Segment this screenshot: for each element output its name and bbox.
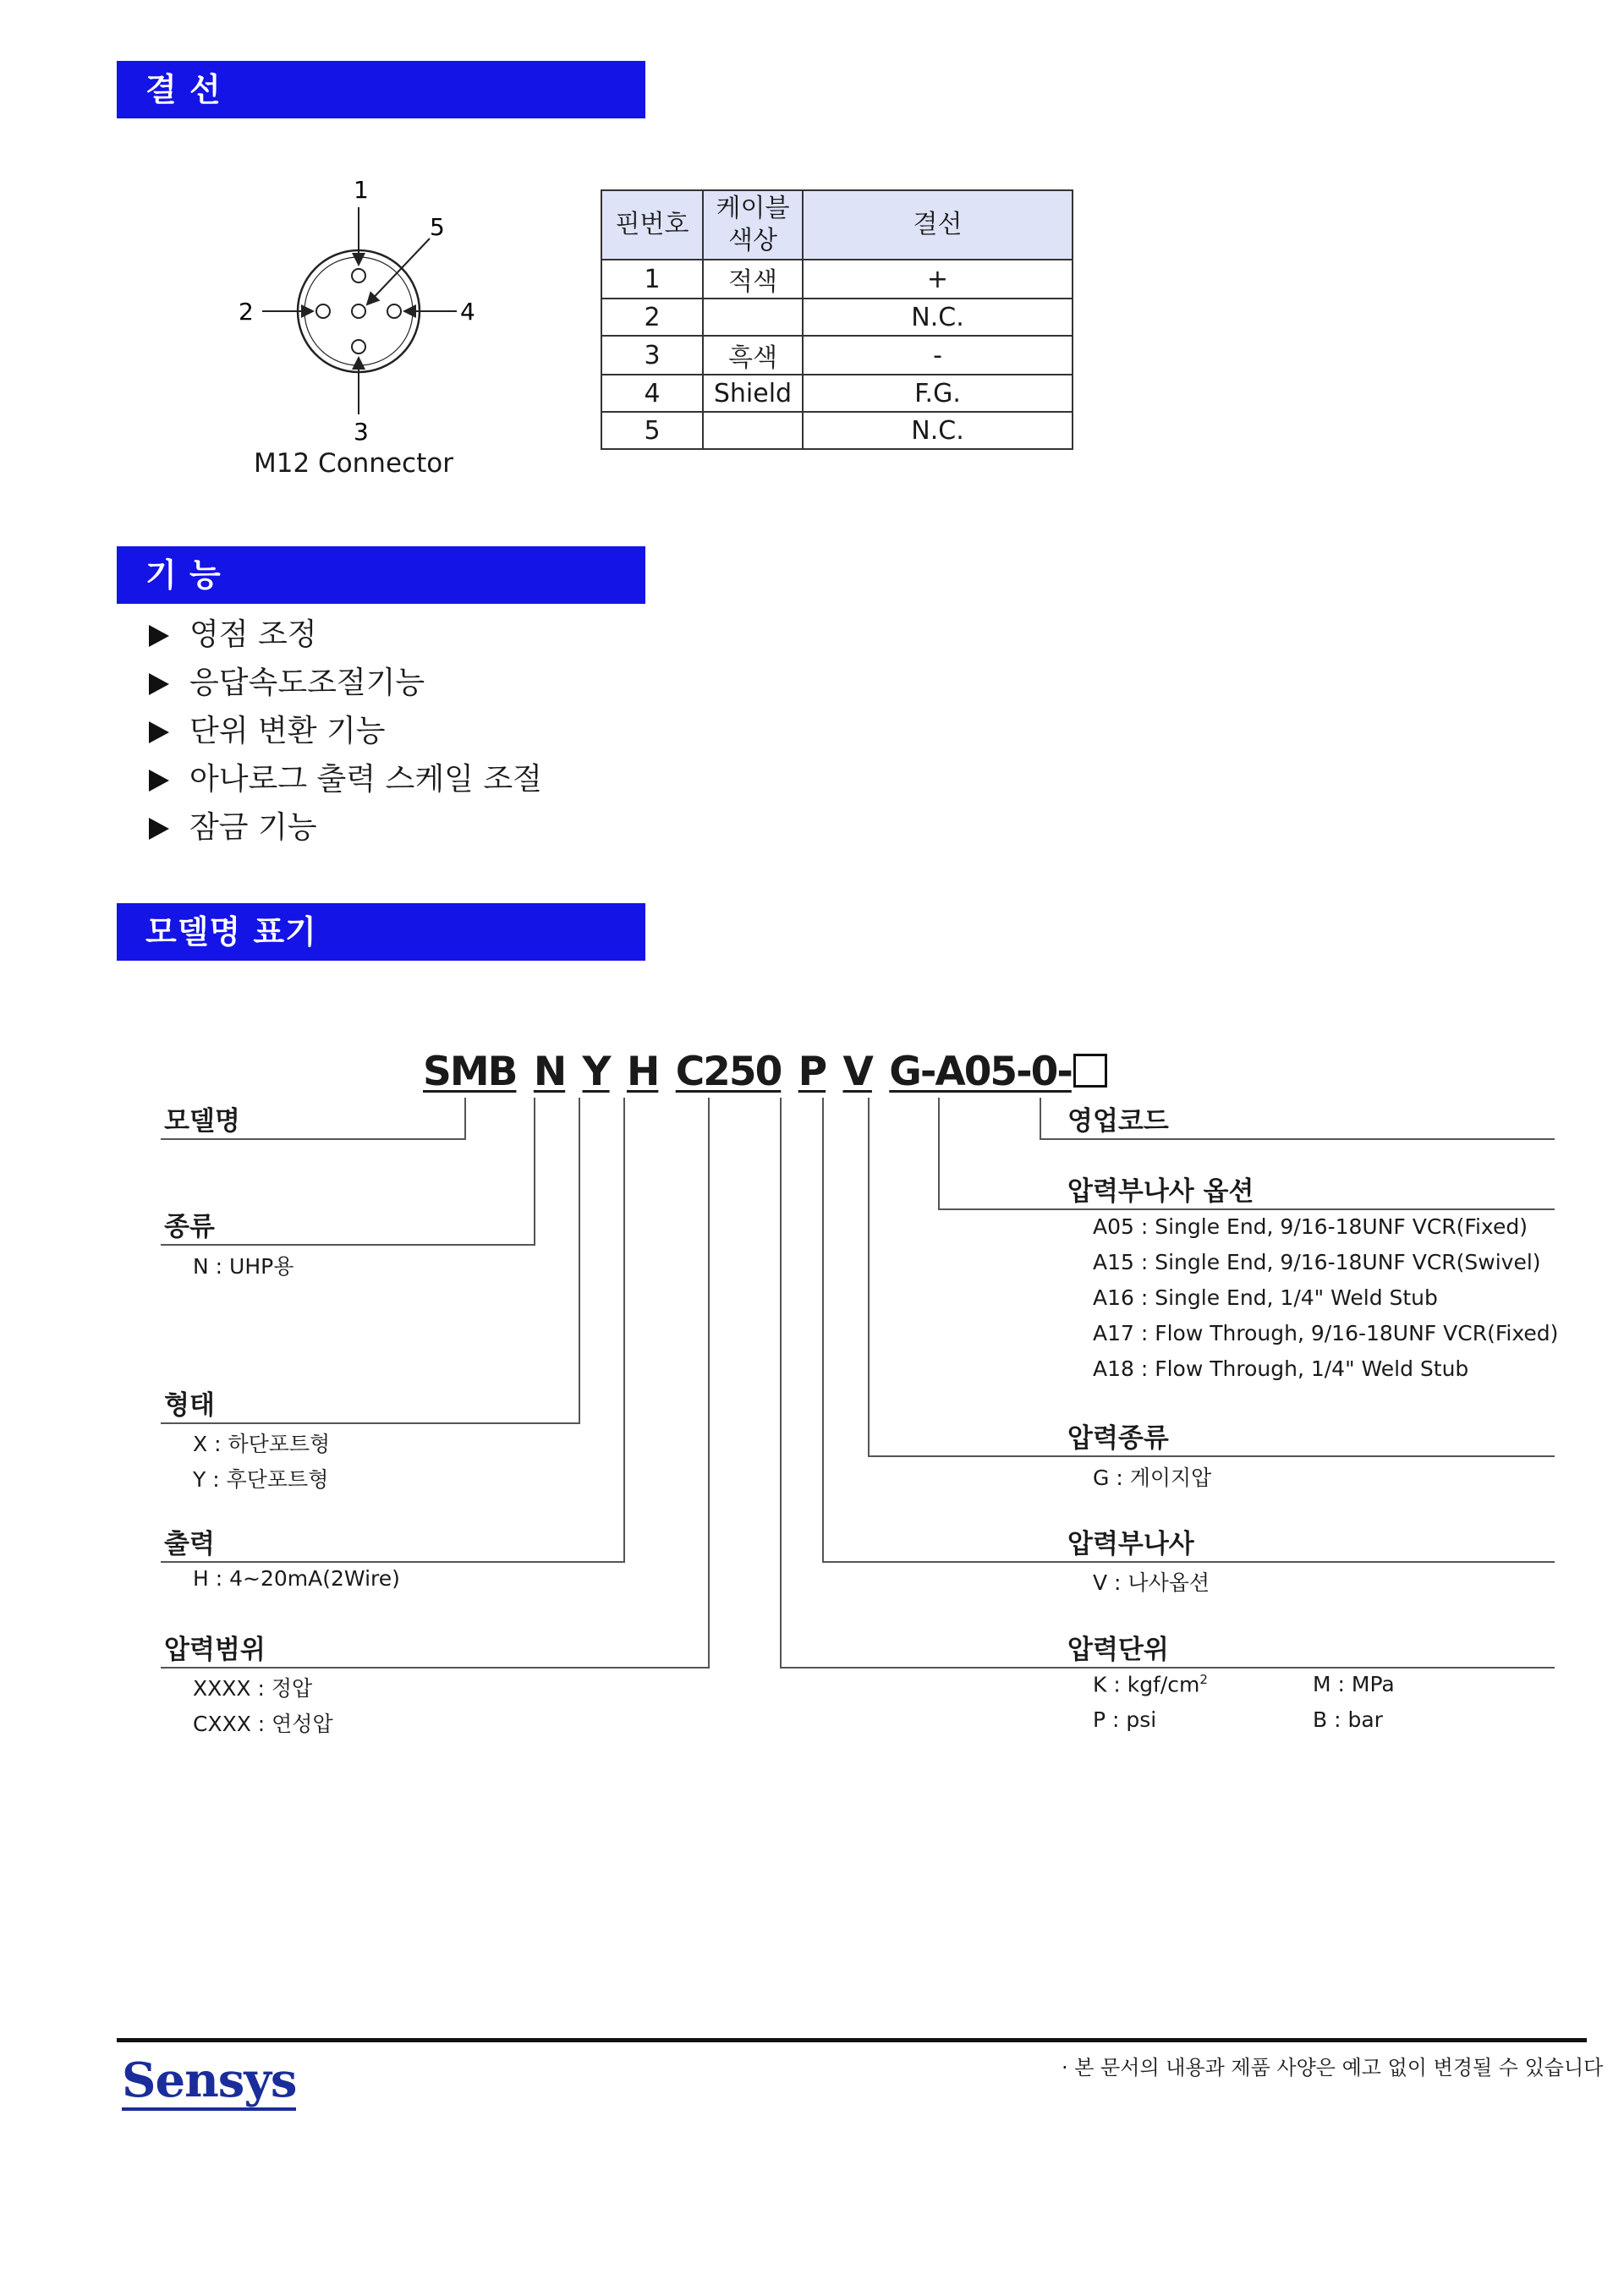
list-item: 잠금 기능 [149,803,542,852]
header-cable-color-line1: 케이블 [716,194,790,223]
list-item: 영점 조정 [149,611,542,659]
cell-wiring: N.C. [803,412,1073,449]
option-fitting-v: V : 나사옵션 [1093,1570,1210,1595]
cell-wiring: F.G. [803,375,1073,412]
option-fitting-a18: A18 : Flow Through, 1/4" Weld Stub [1093,1356,1469,1381]
group-title-sales-code: 영업코드 [1067,1106,1169,1137]
group-title-fitting-option: 압력부나사 옵션 [1067,1176,1254,1207]
option-form-y: Y : 후단포트형 [193,1467,329,1492]
connector-caption: M12 Connector [254,448,453,479]
code-segment-range: C250 [675,1049,782,1095]
header-wiring: 결선 [803,190,1073,260]
group-title-range: 압력범위 [164,1635,266,1665]
cell-pin: 1 [601,260,703,299]
cell-wiring: + [803,260,1073,299]
option-fitting-a17: A17 : Flow Through, 9/16-18UNF VCR(Fixed) [1093,1321,1559,1345]
option-pressure-type-g: G : 게이지압 [1093,1466,1212,1490]
option-unit-p: P : psi [1093,1707,1157,1732]
cell-pin: 4 [601,375,703,412]
cell-color: Shield [703,375,803,412]
option-type-n: N : UHP용 [193,1254,294,1279]
footer-notice: · 본 문서의 내용과 제품 사양은 예고 없이 변경될 수 있습니다 [1062,2056,1604,2080]
code-segment-series: SMB [423,1049,517,1095]
group-title-form: 형태 [164,1390,215,1421]
pin-label-5: 5 [430,213,445,241]
group-title-fitting: 압력부나사 [1067,1529,1194,1559]
option-range-positive: XXXX : 정압 [193,1676,313,1701]
option-unit-b: B : bar [1313,1707,1383,1732]
group-title-output: 출력 [164,1529,215,1559]
group-title-model-name: 모델명 [164,1106,240,1137]
section-title-functions: 기 능 [117,546,645,604]
header-pin-number: 핀번호 [601,190,703,260]
cell-pin: 5 [601,412,703,449]
option-range-compound: CXXX : 연성압 [193,1712,333,1736]
list-item: 아나로그 출력 스케일 조절 [149,755,542,803]
option-output-h: H : 4~20mA(2Wire) [193,1566,400,1591]
sensys-logo: Sensys [122,2053,296,2111]
option-fitting-a15: A15 : Single End, 9/16-18UNF VCR(Swivel) [1093,1250,1541,1274]
cell-color: 적색 [703,260,803,299]
list-item: 단위 변환 기능 [149,707,542,755]
option-fitting-a16: A16 : Single End, 1/4" Weld Stub [1093,1285,1438,1310]
group-title-unit: 압력단위 [1067,1635,1169,1665]
cell-pin: 3 [601,336,703,375]
list-item: 응답속도조절기능 [149,659,542,707]
pin-label-1: 1 [354,178,369,204]
code-segment-form: Y [582,1049,610,1095]
model-code [423,1047,1107,1098]
footer-divider [117,2038,1587,2042]
code-segment-unit: P [798,1049,826,1095]
option-fitting-a05: A05 : Single End, 9/16-18UNF VCR(Fixed) [1093,1214,1528,1239]
group-title-type: 종류 [164,1212,215,1242]
section-title-model: 모델명 표기 [117,903,645,961]
sales-code-box [1073,1054,1107,1088]
cell-pin: 2 [601,299,703,336]
option-unit-m: M : MPa [1313,1672,1395,1696]
header-cable-color-line2: 색상 [728,226,777,255]
section-title-wiring: 결 선 [117,61,645,118]
option-form-x: X : 하단포트형 [193,1432,331,1456]
code-segment-type: N [533,1049,566,1095]
cell-wiring: - [803,336,1073,375]
pin-label-2: 2 [239,298,254,326]
code-segment-option: G-A05-0- [889,1049,1072,1095]
option-unit-k: K : kgf/$cm^2$ [1093,1672,1208,1697]
pin-label-4: 4 [460,298,475,326]
pin-label-3: 3 [354,418,369,446]
code-segment-output: H [626,1049,659,1095]
code-segment-fitting: V [842,1049,872,1095]
group-title-pressure-type: 압력종류 [1067,1423,1169,1454]
cell-color: 흑색 [703,336,803,375]
superscript-2: 2 [1199,1672,1208,1687]
cell-wiring: N.C. [803,299,1073,336]
